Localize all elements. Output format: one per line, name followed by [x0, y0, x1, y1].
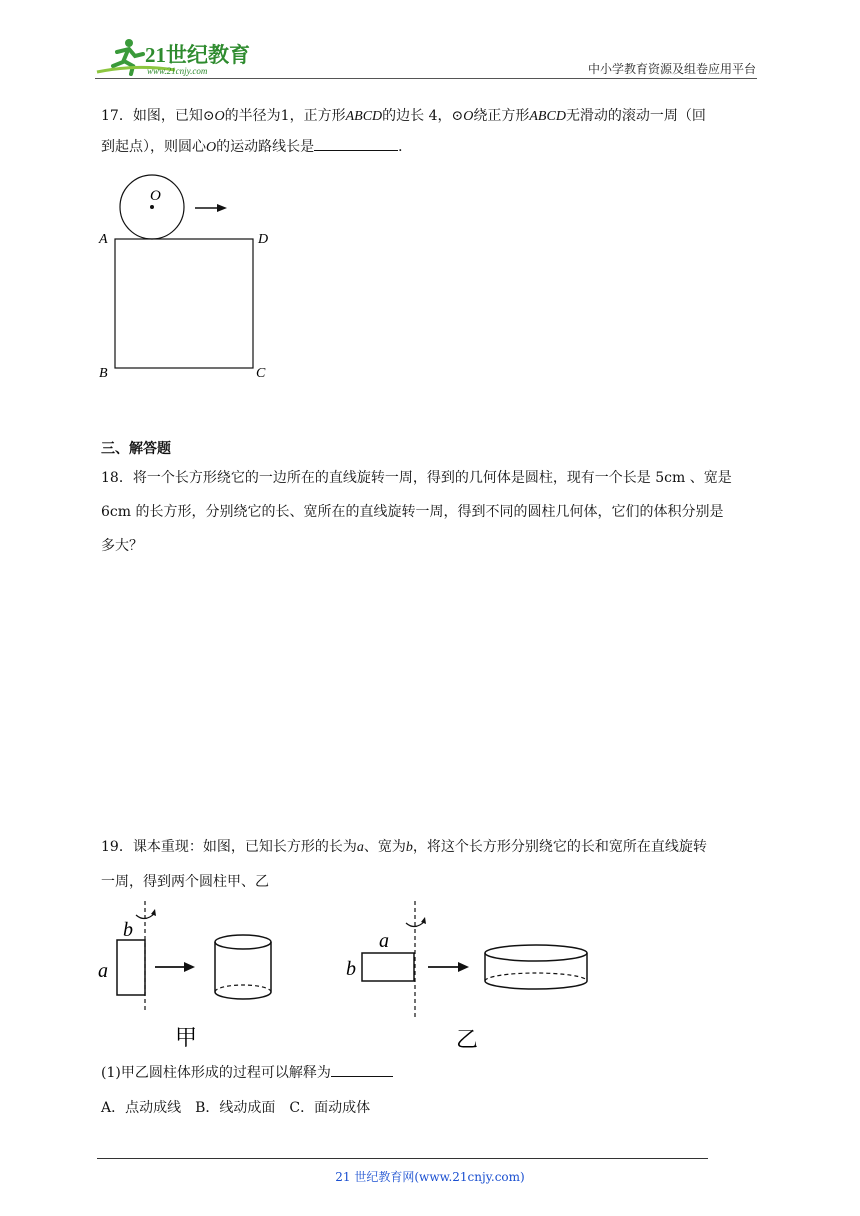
question-17-text: 17．如图，已知⊙O的半径为1，正方形ABCD的边长 4，⊙O绕正方形ABCD无滑动的滚动一周（回 到起点），则圆心O的运动路线长是 ． [101, 108, 706, 155]
figure-yi [346, 901, 587, 1052]
rectangle-jia [117, 940, 145, 995]
cylinder-jia-top [215, 935, 271, 949]
arrow-right-icon [458, 962, 469, 972]
section-title: 三、解答题 [101, 441, 171, 457]
label-b-jia: b [123, 919, 133, 941]
question-19-sub1: (1)甲乙圆柱体形成的过程可以解释为 [101, 1058, 393, 1088]
label-o: O [150, 188, 161, 204]
logo-url: www.21cnjy.com [147, 66, 208, 76]
cylinder-yi-top [485, 945, 587, 961]
figure-cylinders [95, 895, 615, 1059]
center-point [150, 205, 154, 209]
label-d: D [258, 232, 269, 247]
arrow-right-icon [217, 204, 227, 212]
footer-divider [97, 1158, 708, 1159]
label-jia: 甲 [175, 1025, 198, 1050]
figure-jia [98, 901, 271, 1050]
label-c: C [256, 366, 266, 381]
answer-blank[interactable] [314, 136, 398, 151]
label-a-jia: a [98, 960, 108, 982]
question-19-text: 19．课本重现：如图，已知长方形的长为a、宽为b，将这个长方形分别绕它的长和宽所在直线旋转 一周，得到两个圆柱甲、乙 [101, 839, 707, 890]
arrow-right-icon [184, 962, 195, 972]
logo-text: 21世纪教育 [145, 43, 250, 67]
label-a: A [99, 232, 108, 247]
answer-blank[interactable] [331, 1062, 393, 1077]
rectangle-yi [362, 953, 414, 981]
figure-circle-square [95, 170, 285, 389]
question-19-options: A．点动成线 B．线动成面 C．面动成体 [101, 1100, 371, 1116]
label-a-yi: a [379, 930, 389, 952]
header-divider [95, 78, 757, 79]
square-abcd [115, 239, 253, 368]
site-logo [95, 34, 265, 80]
footer-link[interactable]: 21 世纪教育网(www.21cnjy.com) [335, 1170, 525, 1184]
question-18-text: 18．将一个长方形绕它的一边所在的直线旋转一周，得到的几何体是圆柱，现有一个长是 5cm 、宽是 6cm 的长方形，分别绕它的长、宽所在的直线旋转一周，得到不同的圆柱几何体，它们的体积分别是 多大？ [101, 470, 732, 554]
label-b-yi: b [346, 958, 356, 980]
header-platform-text: 中小学教育资源及组卷应用平台 [587, 62, 756, 76]
label-yi: 乙 [456, 1027, 479, 1052]
label-b: B [99, 366, 108, 381]
